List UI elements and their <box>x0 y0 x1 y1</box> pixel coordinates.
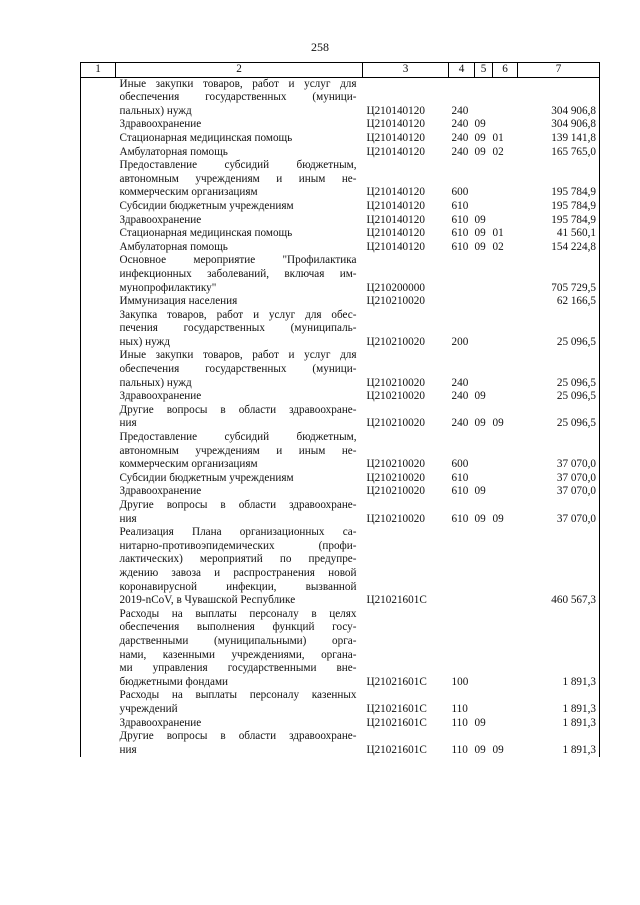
row-name-line: Предоставление субсидий бюджетным, <box>119 159 357 172</box>
row-expense-type: 240 <box>451 118 469 131</box>
row-name-line: коммерческим организациям <box>119 458 258 471</box>
row-name-line: автономным учреждениям и иным не- <box>119 444 357 457</box>
row-number-cell <box>81 309 116 350</box>
row-amount: 37 070,0 <box>518 431 600 472</box>
row-name-line: Основное мероприятие "Профилактика <box>119 254 357 267</box>
row-name-cell <box>116 295 363 309</box>
table-row <box>81 309 600 350</box>
row-name-line: инфекционных заболеваний, включая им- <box>119 267 357 280</box>
row-amount: 304 906,8 <box>518 118 600 132</box>
table-row <box>81 295 600 309</box>
row-target-code: Ц21021601С <box>366 743 427 756</box>
row-amount: 165 765,0 <box>518 146 600 160</box>
row-target-code: Ц210210020 <box>366 417 425 430</box>
row-number-cell <box>81 214 116 228</box>
row-amount: 25 096,5 <box>518 309 600 350</box>
row-name-line: ния <box>119 417 137 430</box>
table-row <box>81 146 600 160</box>
row-target-code: Ц210210020 <box>366 458 425 471</box>
row-section: 09 <box>474 716 486 729</box>
row-number-cell <box>81 227 116 241</box>
row-section <box>475 254 493 295</box>
row-expense-type: 600 <box>451 186 469 199</box>
row-name-line: ния <box>119 743 137 756</box>
row-amount: 1 891,3 <box>518 689 600 716</box>
row-name-cell <box>116 499 363 526</box>
row-amount: 304 906,8 <box>518 77 600 118</box>
row-amount: 25 096,5 <box>518 349 600 390</box>
row-name-line: Стационарная медицинская помощь <box>119 227 293 240</box>
row-name-line: Закупка товаров, работ и услуг для обес- <box>119 308 357 321</box>
row-amount: 195 784,9 <box>518 200 600 214</box>
row-expense-type: 200 <box>451 335 469 348</box>
row-target-code: Ц21021601С <box>366 702 427 715</box>
table-row <box>81 608 600 690</box>
row-name-line: коммерческим организациям <box>119 186 258 199</box>
row-expense-type: 610 <box>451 485 469 498</box>
row-name-line: Другие вопросы в области здравоохране- <box>119 499 357 511</box>
row-name-line: Иные закупки товаров, работ и услуг для <box>119 349 357 362</box>
row-section <box>475 689 493 716</box>
table-header <box>81 63 600 78</box>
row-name-cell <box>116 472 363 486</box>
row-name-line: Расходы на выплаты персоналу в целях <box>119 607 357 620</box>
table-body <box>81 77 600 757</box>
row-name-cell <box>116 526 363 608</box>
row-target-code: Ц210210020 <box>366 335 425 348</box>
row-target-code: Ц21021601С <box>366 594 427 607</box>
row-name-line: Здравоохранение <box>119 716 202 729</box>
row-section: 09 <box>474 743 486 756</box>
row-number-cell <box>81 132 116 146</box>
row-name-cell <box>116 118 363 132</box>
row-expense-type: 610 <box>451 240 469 253</box>
row-name-cell <box>116 485 363 499</box>
row-amount: 62 166,5 <box>518 295 600 309</box>
table-row <box>81 431 600 472</box>
column-header-6: 6 <box>493 63 518 78</box>
row-expense-type: 240 <box>451 417 469 430</box>
row-name-line: Иммунизация населения <box>119 295 238 308</box>
row-target-code: Ц210210020 <box>366 471 425 484</box>
row-name-line: Предоставление субсидий бюджетным, <box>119 431 357 444</box>
row-amount: 37 070,0 <box>518 472 600 486</box>
row-name-line: нами, казенными учреждениями, органа- <box>119 648 357 661</box>
row-section: 09 <box>474 227 486 240</box>
row-section <box>475 431 493 472</box>
row-target-code: Ц21021601С <box>366 716 427 729</box>
row-subsection <box>493 159 518 200</box>
row-expense-type: 240 <box>451 145 469 158</box>
row-name-cell <box>116 390 363 404</box>
row-subsection: 01 <box>492 131 504 144</box>
row-name-cell <box>116 159 363 200</box>
row-name-cell <box>116 431 363 472</box>
row-number-cell <box>81 717 116 731</box>
row-expense-type: 110 <box>451 702 468 715</box>
row-subsection: 02 <box>492 240 504 253</box>
row-subsection <box>493 526 518 608</box>
row-number-cell <box>81 472 116 486</box>
column-header-2: 2 <box>116 63 363 78</box>
row-target-code: Ц210140120 <box>366 104 425 117</box>
row-target-code: Ц210210020 <box>366 295 425 308</box>
row-amount: 1 891,3 <box>518 730 600 757</box>
row-name-cell <box>116 689 363 716</box>
row-target-code: Ц210140120 <box>366 199 425 212</box>
row-name-line: бюджетными фондами <box>119 675 229 688</box>
row-subsection <box>493 472 518 486</box>
row-section: 09 <box>474 390 486 403</box>
row-name-line: Субсидии бюджетным учреждениям <box>119 199 294 212</box>
row-name-line: обеспечения выполнения функций госу- <box>119 621 357 634</box>
row-target-code: Ц21021601С <box>366 675 427 688</box>
row-target-code: Ц210140120 <box>366 186 425 199</box>
table-row <box>81 200 600 214</box>
row-number-cell <box>81 254 116 295</box>
row-name-cell <box>116 309 363 350</box>
row-name-line: Здравоохранение <box>119 118 202 131</box>
table-row <box>81 241 600 255</box>
row-name-line: Амбулаторная помощь <box>119 240 228 253</box>
row-name-cell <box>116 214 363 228</box>
row-target-code: Ц210210020 <box>366 512 425 525</box>
row-amount: 460 567,3 <box>518 526 600 608</box>
row-name-line: Здравоохранение <box>119 213 202 226</box>
row-expense-type: 240 <box>451 131 469 144</box>
table-row <box>81 77 600 118</box>
row-amount: 37 070,0 <box>518 485 600 499</box>
row-target-code: Ц210140120 <box>366 240 425 253</box>
row-amount: 139 141,8 <box>518 132 600 146</box>
row-name-line: пальных) нужд <box>119 104 192 117</box>
column-header-1: 1 <box>81 63 116 78</box>
row-amount: 37 070,0 <box>518 499 600 526</box>
row-subsection <box>493 431 518 472</box>
row-expense-type: 600 <box>451 458 469 471</box>
row-subsection: 09 <box>492 512 504 525</box>
table-row <box>81 227 600 241</box>
row-name-cell <box>116 717 363 731</box>
table-row <box>81 499 600 526</box>
table-row <box>81 485 600 499</box>
row-name-cell <box>116 200 363 214</box>
row-expense-type <box>449 295 475 309</box>
row-name-cell <box>116 730 363 757</box>
table-row <box>81 526 600 608</box>
row-expense-type: 610 <box>451 471 469 484</box>
row-amount: 195 784,9 <box>518 159 600 200</box>
row-section: 09 <box>474 485 486 498</box>
table-row <box>81 404 600 431</box>
row-section <box>475 295 493 309</box>
row-subsection <box>493 118 518 132</box>
column-header-7: 7 <box>518 63 600 78</box>
column-header-4: 4 <box>449 63 475 78</box>
table-row <box>81 118 600 132</box>
row-target-code: Ц210140120 <box>366 118 425 131</box>
row-expense-type: 100 <box>451 675 469 688</box>
row-name-line: обеспечения государственных (муници- <box>119 363 357 376</box>
table-row <box>81 254 600 295</box>
table-row <box>81 349 600 390</box>
row-name-cell <box>116 241 363 255</box>
row-number-cell <box>81 146 116 160</box>
table-row <box>81 717 600 731</box>
row-name-line: коронавирусной инфекции, вызванной <box>119 580 357 593</box>
row-subsection <box>493 689 518 716</box>
row-number-cell <box>81 200 116 214</box>
table-row <box>81 132 600 146</box>
row-name-line: Здравоохранение <box>119 390 202 403</box>
row-number-cell <box>81 431 116 472</box>
row-name-line: лактических) мероприятий по предупре- <box>119 553 357 566</box>
row-subsection: 09 <box>492 743 504 756</box>
row-target-code: Ц210210020 <box>366 390 425 403</box>
row-target-code: Ц210140120 <box>366 213 425 226</box>
row-name-line: печения государственных (муниципаль- <box>119 322 357 335</box>
row-target-code: Ц210210020 <box>366 485 425 498</box>
row-name-line: 2019-nCoV, в Чувашской Республике <box>119 594 296 607</box>
row-number-cell <box>81 608 116 690</box>
row-name-cell <box>116 608 363 690</box>
row-name-line: Реализация Плана организационных са- <box>119 526 357 539</box>
row-expense-type: 110 <box>451 716 468 729</box>
row-name-line: дарственными (муниципальными) орга- <box>119 634 357 647</box>
table-row <box>81 689 600 716</box>
row-expense-type: 110 <box>451 743 468 756</box>
budget-table <box>80 62 600 757</box>
row-subsection <box>493 349 518 390</box>
row-section: 09 <box>474 131 486 144</box>
row-number-cell <box>81 499 116 526</box>
table-row <box>81 730 600 757</box>
row-name-cell <box>116 77 363 118</box>
row-subsection <box>493 485 518 499</box>
row-name-cell <box>116 404 363 431</box>
row-number-cell <box>81 159 116 200</box>
row-name-line: Здравоохранение <box>119 485 202 498</box>
row-amount: 41 560,1 <box>518 227 600 241</box>
row-section <box>475 349 493 390</box>
row-section <box>475 309 493 350</box>
row-amount: 705 729,5 <box>518 254 600 295</box>
table-row <box>81 214 600 228</box>
row-target-code: Ц210140120 <box>366 145 425 158</box>
row-name-line: Амбулаторная помощь <box>119 145 228 158</box>
row-amount: 25 096,5 <box>518 390 600 404</box>
row-subsection <box>493 608 518 690</box>
row-expense-type: 240 <box>451 104 469 117</box>
row-section: 09 <box>474 512 486 525</box>
row-number-cell <box>81 526 116 608</box>
row-section <box>475 526 493 608</box>
row-name-line: Стационарная медицинская помощь <box>119 131 293 144</box>
row-number-cell <box>81 390 116 404</box>
row-name-line: ния <box>119 512 137 525</box>
row-subsection <box>493 390 518 404</box>
row-subsection <box>493 77 518 118</box>
row-section <box>475 608 493 690</box>
row-subsection <box>493 254 518 295</box>
row-section: 09 <box>474 213 486 226</box>
row-target-code: Ц210140120 <box>366 227 425 240</box>
row-name-cell <box>116 349 363 390</box>
row-number-cell <box>81 241 116 255</box>
row-number-cell <box>81 485 116 499</box>
row-subsection: 02 <box>492 145 504 158</box>
row-number-cell <box>81 295 116 309</box>
row-name-line: учреждений <box>119 702 178 715</box>
row-subsection <box>493 200 518 214</box>
row-section <box>475 200 493 214</box>
row-target-code: Ц210200000 <box>366 281 425 294</box>
row-subsection <box>493 717 518 731</box>
row-number-cell <box>81 404 116 431</box>
row-name-line: Иные закупки товаров, работ и услуг для <box>119 77 357 90</box>
row-section <box>475 159 493 200</box>
row-section: 09 <box>474 240 486 253</box>
row-amount: 1 891,3 <box>518 608 600 690</box>
page-number: 258 <box>311 40 329 54</box>
row-name-cell <box>116 132 363 146</box>
row-name-line: обеспечения государственных (муници- <box>119 91 357 104</box>
row-target-code: Ц210210020 <box>366 376 425 389</box>
row-amount: 25 096,5 <box>518 404 600 431</box>
row-amount: 154 224,8 <box>518 241 600 255</box>
row-subsection <box>493 214 518 228</box>
row-name-line: ждению завоза и распространения новой <box>119 566 357 579</box>
row-expense-type: 240 <box>451 390 469 403</box>
row-name-line: автономным учреждениям и иным не- <box>119 172 357 185</box>
row-name-cell <box>116 146 363 160</box>
row-subsection: 01 <box>492 227 504 240</box>
row-name-line: Субсидии бюджетным учреждениям <box>119 471 294 484</box>
row-section <box>475 77 493 118</box>
row-number-cell <box>81 77 116 118</box>
row-subsection <box>493 295 518 309</box>
row-name-line: мунопрофилактику" <box>119 281 217 294</box>
row-section: 09 <box>474 118 486 131</box>
row-number-cell <box>81 118 116 132</box>
row-expense-type: 610 <box>451 213 469 226</box>
row-section <box>475 472 493 486</box>
row-number-cell <box>81 689 116 716</box>
row-section: 09 <box>474 145 486 158</box>
row-number-cell <box>81 349 116 390</box>
row-expense-type <box>449 526 475 608</box>
row-name-line: ми управления государственными вне- <box>119 662 357 675</box>
row-name-line: Расходы на выплаты персоналу казенных <box>119 689 357 702</box>
row-expense-type: 240 <box>451 376 469 389</box>
row-number-cell <box>81 730 116 757</box>
table-row <box>81 472 600 486</box>
row-name-line: Другие вопросы в области здравоохране- <box>119 730 357 743</box>
row-section: 09 <box>474 417 486 430</box>
row-expense-type: 610 <box>451 199 469 212</box>
row-expense-type <box>449 254 475 295</box>
row-name-line: пальных) нужд <box>119 376 192 389</box>
row-name-cell <box>116 254 363 295</box>
row-expense-type: 610 <box>451 227 469 240</box>
row-name-line: нитарно-противоэпидемических (профи- <box>119 539 357 552</box>
row-expense-type: 610 <box>451 512 469 525</box>
row-name-line: Другие вопросы в области здравоохране- <box>119 403 357 416</box>
row-amount: 195 784,9 <box>518 214 600 228</box>
row-subsection <box>493 309 518 350</box>
row-amount: 1 891,3 <box>518 717 600 731</box>
column-number-row <box>81 63 600 78</box>
table-row <box>81 159 600 200</box>
row-target-code: Ц210140120 <box>366 131 425 144</box>
row-name-line: ных) нужд <box>119 335 170 348</box>
row-subsection: 09 <box>492 417 504 430</box>
column-header-3: 3 <box>363 63 449 78</box>
column-header-5: 5 <box>475 63 493 78</box>
table-row <box>81 390 600 404</box>
row-name-cell <box>116 227 363 241</box>
